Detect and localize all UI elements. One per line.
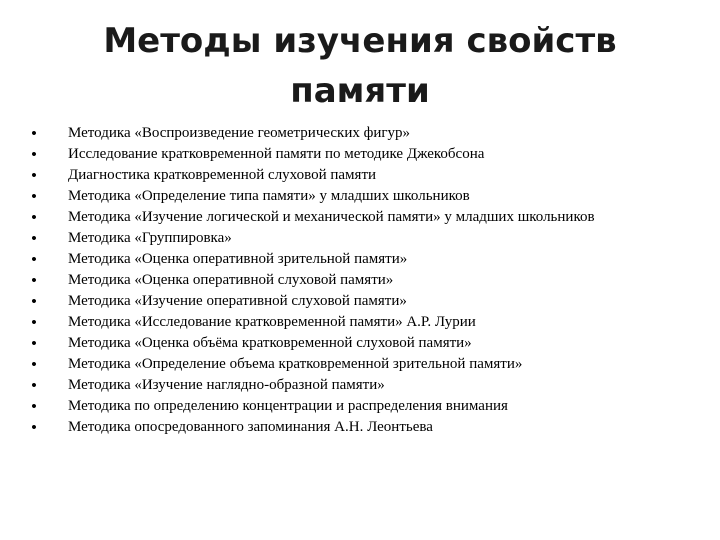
bullet-icon: • (31, 293, 37, 310)
methods-list (28, 123, 688, 438)
list-item (28, 186, 688, 207)
list-item-text: Методика «Группировка» (68, 230, 232, 246)
list-item (28, 333, 688, 354)
list-item-text: Методика «Оценка оперативной слуховой памяти» (68, 272, 394, 288)
bullet-icon: • (31, 188, 37, 205)
list-item (28, 375, 688, 396)
list-item-text: Методика «Определение типа памяти» у младших школьников (68, 188, 470, 204)
bullet-icon: • (31, 167, 37, 184)
list-item-text: Методика «Определение объема кратковременной зрительной памяти» (68, 356, 523, 372)
list-item (28, 123, 688, 144)
list-item (28, 291, 688, 312)
slide-title-line-2: памяти (290, 71, 430, 111)
list-item (28, 417, 688, 438)
bullet-icon: • (31, 356, 37, 373)
list-item-text: Методика «Изучение логической и механической памяти» у младших школьников (68, 209, 595, 225)
list-item-text: Методика «Исследование кратковременной памяти» А.Р. Лурии (68, 314, 476, 330)
list-item (28, 249, 688, 270)
bullet-icon: • (31, 251, 37, 268)
bullet-icon: • (31, 125, 37, 142)
list-item-text: Методика по определению концентрации и распределения внимания (68, 398, 508, 414)
bullet-icon: • (31, 377, 37, 394)
list-item-text: Методика «Оценка объёма кратковременной слуховой памяти» (68, 335, 472, 351)
list-item-text: Методика «Оценка оперативной зрительной памяти» (68, 251, 408, 267)
bullet-icon: • (31, 272, 37, 289)
list-item (28, 354, 688, 375)
bullet-icon: • (31, 314, 37, 331)
list-item-text: Диагностика кратковременной слуховой памяти (68, 167, 377, 183)
list-item (28, 228, 688, 249)
bullet-icon: • (31, 398, 37, 415)
slide-title-line-1: Методы изучения свойств (103, 21, 617, 61)
list-item-text: Методика «Изучение оперативной слуховой памяти» (68, 293, 407, 309)
bullet-icon: • (31, 335, 37, 352)
bullet-icon: • (31, 419, 37, 436)
list-item-text: Исследование кратковременной памяти по методике Джекобсона (68, 146, 485, 162)
bullet-icon: • (31, 230, 37, 247)
list-item (28, 270, 688, 291)
bullet-icon: • (31, 146, 37, 163)
slide-title (60, 16, 660, 116)
list-item (28, 165, 688, 186)
list-item (28, 144, 688, 165)
list-item-text: Методика «Воспроизведение геометрических фигур» (68, 125, 411, 141)
list-item-text: Методика опосредованного запоминания А.Н. Леонтьева (68, 419, 433, 435)
list-item (28, 312, 688, 333)
list-item (28, 207, 688, 228)
list-item (28, 396, 688, 417)
list-item-text: Методика «Изучение наглядно-образной памяти» (68, 377, 385, 393)
bullet-icon: • (31, 209, 37, 226)
